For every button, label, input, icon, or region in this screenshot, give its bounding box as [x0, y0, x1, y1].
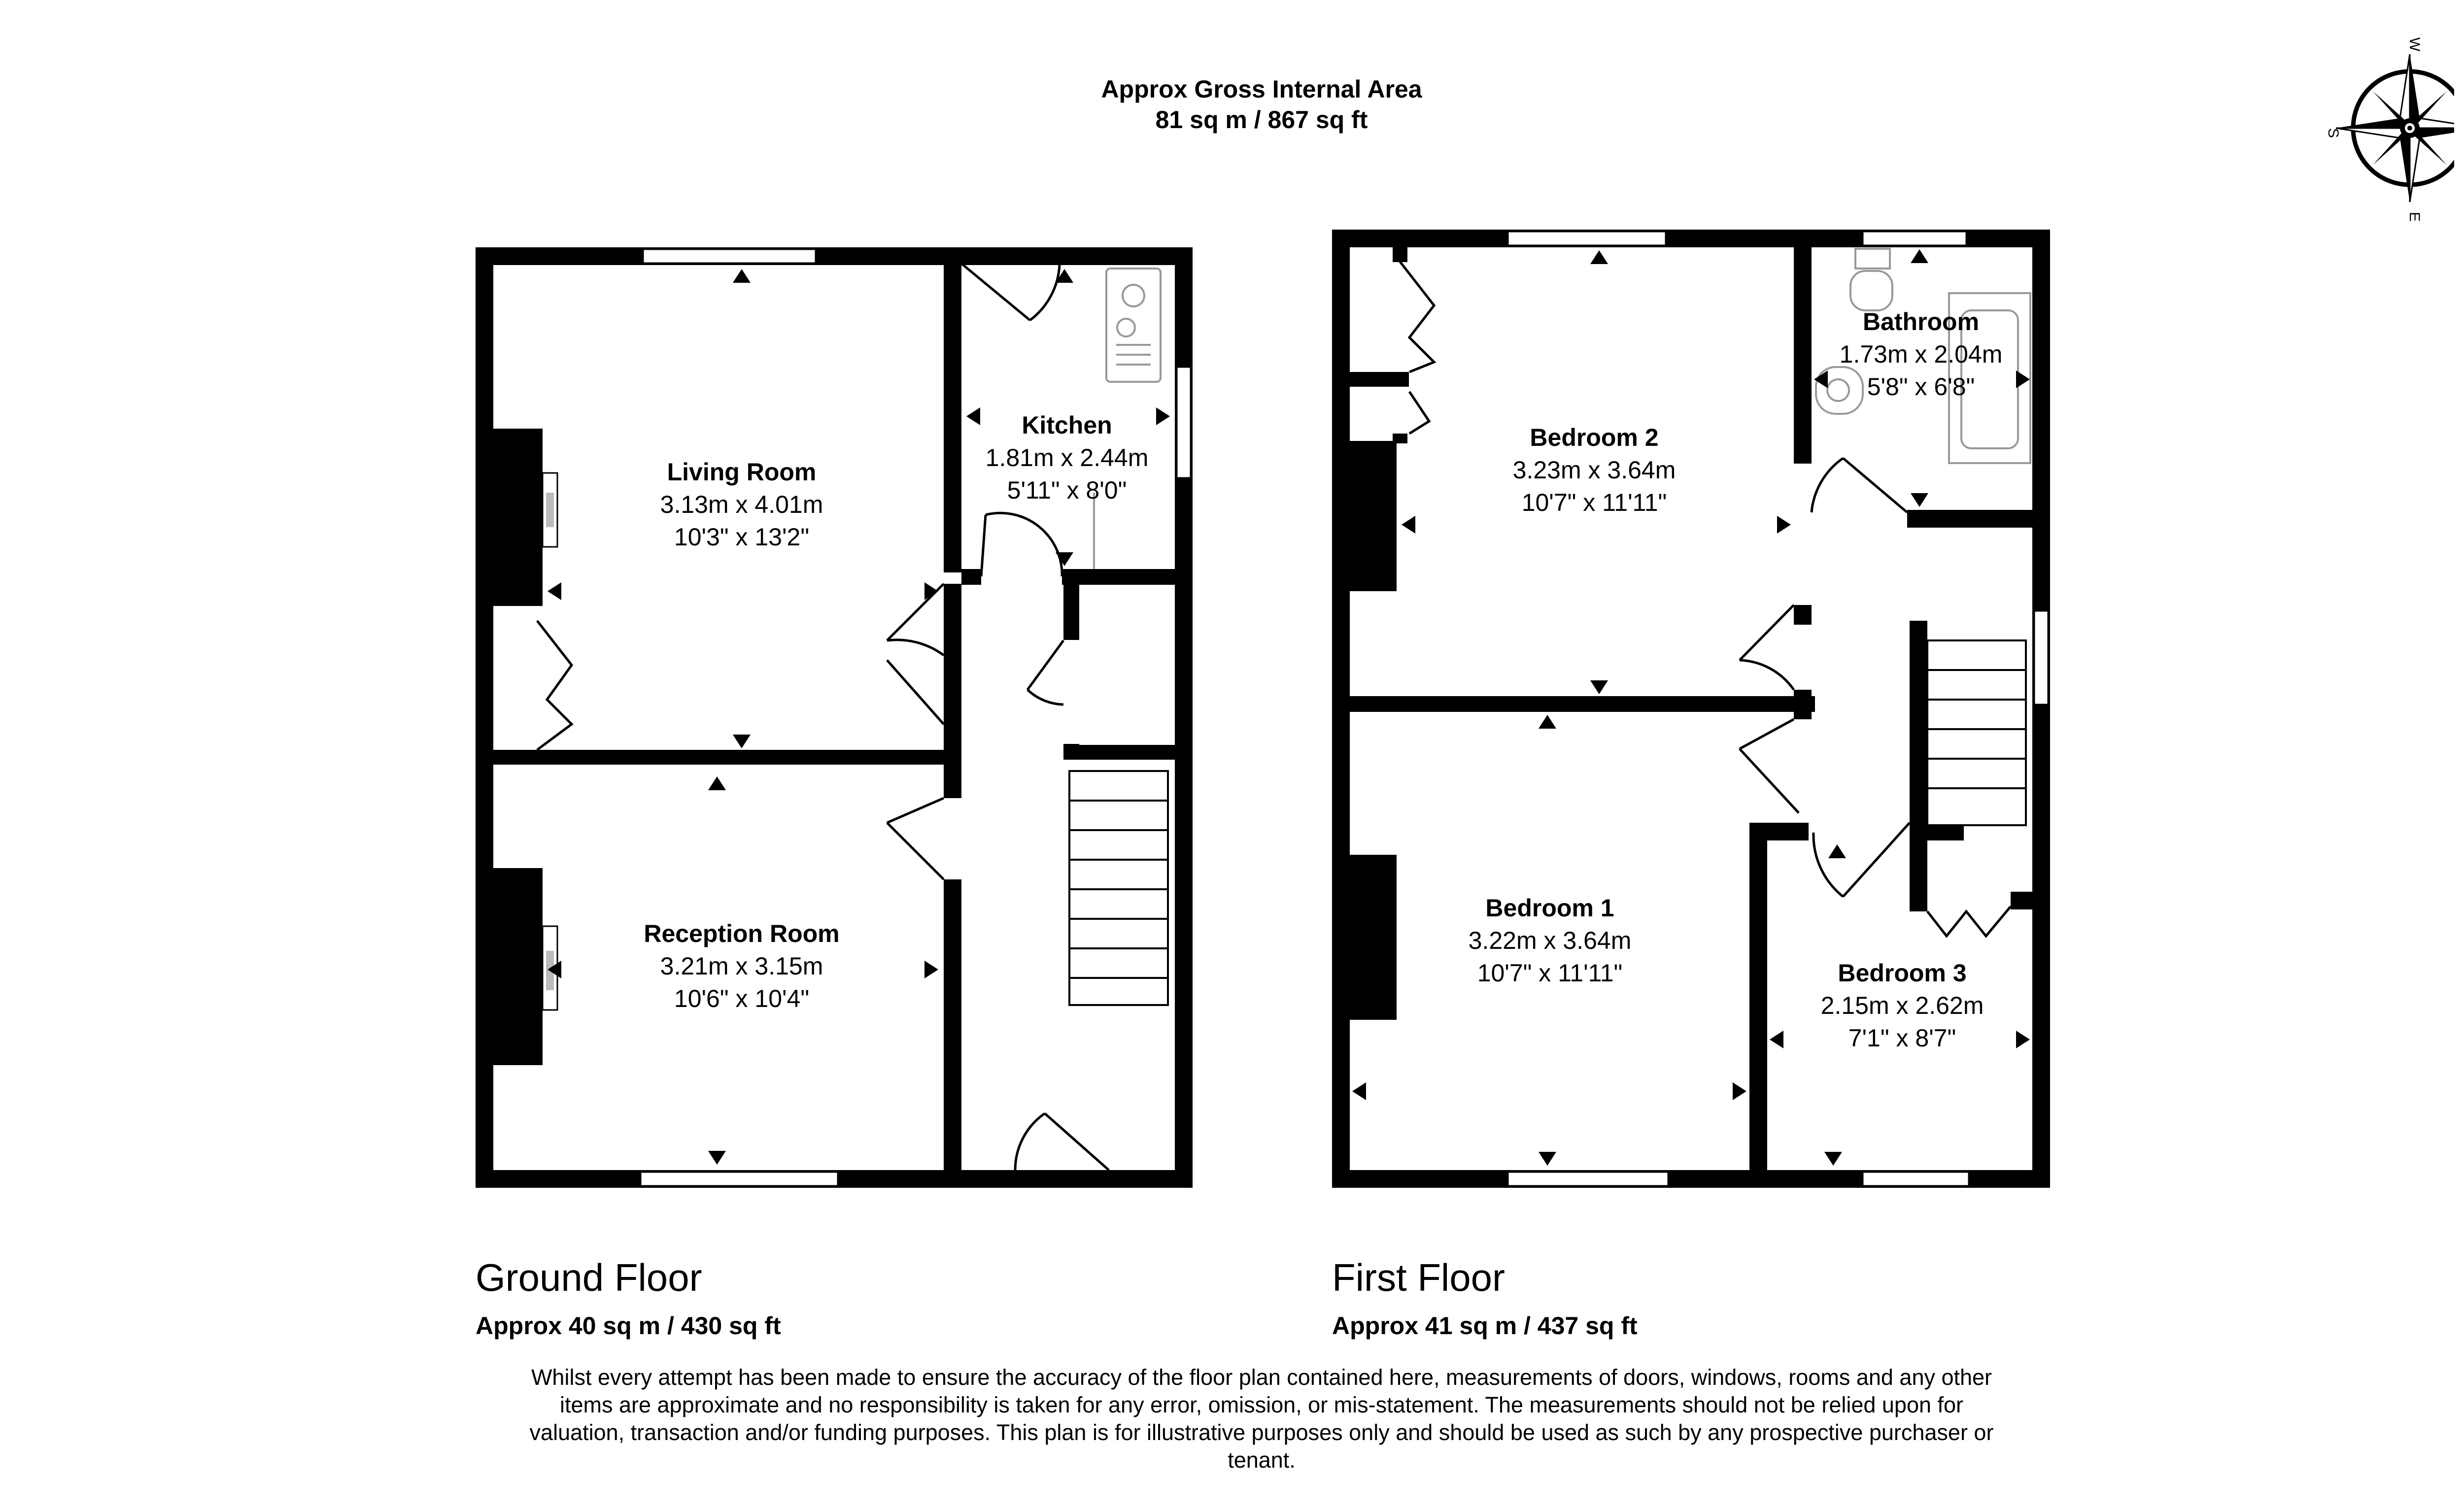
- room-imperial: 10'6" x 10'4": [674, 985, 810, 1012]
- room-name: Bathroom: [1862, 308, 1980, 336]
- first-floor-area: Approx 41 sq m / 437 sq ft: [1332, 1312, 1638, 1340]
- gross-area-value: 81 sq m / 867 sq ft: [1155, 106, 1368, 134]
- compass-w: W: [2406, 37, 2423, 52]
- room-metric: 1.81m x 2.44m: [985, 444, 1149, 471]
- bedroom-1-label: [1469, 892, 1632, 989]
- kitchen-label: [986, 409, 1149, 506]
- living-room-label: [660, 456, 823, 553]
- room-imperial: 10'3" x 13'2": [674, 523, 810, 551]
- room-name: Bedroom 2: [1530, 424, 1659, 451]
- ground-windows: [641, 249, 1191, 1186]
- room-imperial: 7'1" x 8'7": [1848, 1024, 1956, 1052]
- room-imperial: 5'8" x 6'8": [1867, 373, 1975, 401]
- ground-dimension-arrows: [548, 269, 1170, 1165]
- ground-floor-area: Approx 40 sq m / 430 sq ft: [476, 1312, 781, 1340]
- ground-floor-title: Ground Floor: [476, 1256, 702, 1299]
- room-name: Bedroom 1: [1485, 894, 1614, 922]
- room-name: Reception Room: [644, 920, 840, 947]
- ground-floor-plan: [476, 247, 1193, 1188]
- room-name: Kitchen: [1022, 411, 1112, 439]
- room-metric: 3.13m x 4.01m: [660, 491, 823, 518]
- ground-doors: [537, 264, 1109, 1170]
- first-floor-title: First Floor: [1332, 1256, 1505, 1299]
- room-imperial: 10'7" x 11'11": [1477, 959, 1623, 987]
- room-name: Living Room: [667, 458, 817, 486]
- compass-s: S: [2325, 128, 2341, 138]
- room-name: Bedroom 3: [1838, 959, 1967, 987]
- room-imperial: 5'11" x 8'0": [1007, 476, 1127, 504]
- room-metric: 2.15m x 2.62m: [1820, 992, 1984, 1019]
- compass-e: E: [2406, 211, 2423, 222]
- room-metric: 3.21m x 3.15m: [660, 952, 823, 980]
- room-imperial: 10'7" x 11'11": [1521, 489, 1667, 516]
- disclaimer-text: Whilst every attempt has been made to ensure the accuracy of the floor plan contained here, measurements of doors, windows, rooms and any other items are approximate and no responsibility is taken for any error, omission, or mis-statement. The measurements should not be relied upon for valuation, transaction and/or funding purposes. This plan is for illustrative purposes only and should be used as such by any prospective purchaser or tenant.: [529, 1365, 1994, 1473]
- first-stairs: [1927, 640, 2026, 825]
- bathroom-label: [1840, 305, 2003, 403]
- reception-room-label: [644, 917, 839, 1015]
- compass-rose-icon: [2296, 20, 2454, 227]
- room-metric: 1.73m x 2.04m: [1839, 340, 2003, 368]
- room-metric: 3.23m x 3.64m: [1512, 456, 1676, 484]
- ground-stairs: [1069, 771, 1168, 1005]
- gross-area-label: Approx Gross Internal Area: [1101, 75, 1422, 103]
- room-metric: 3.22m x 3.64m: [1468, 927, 1632, 954]
- bedroom-2-label: [1513, 421, 1676, 519]
- bedroom-3-label: [1821, 957, 1984, 1054]
